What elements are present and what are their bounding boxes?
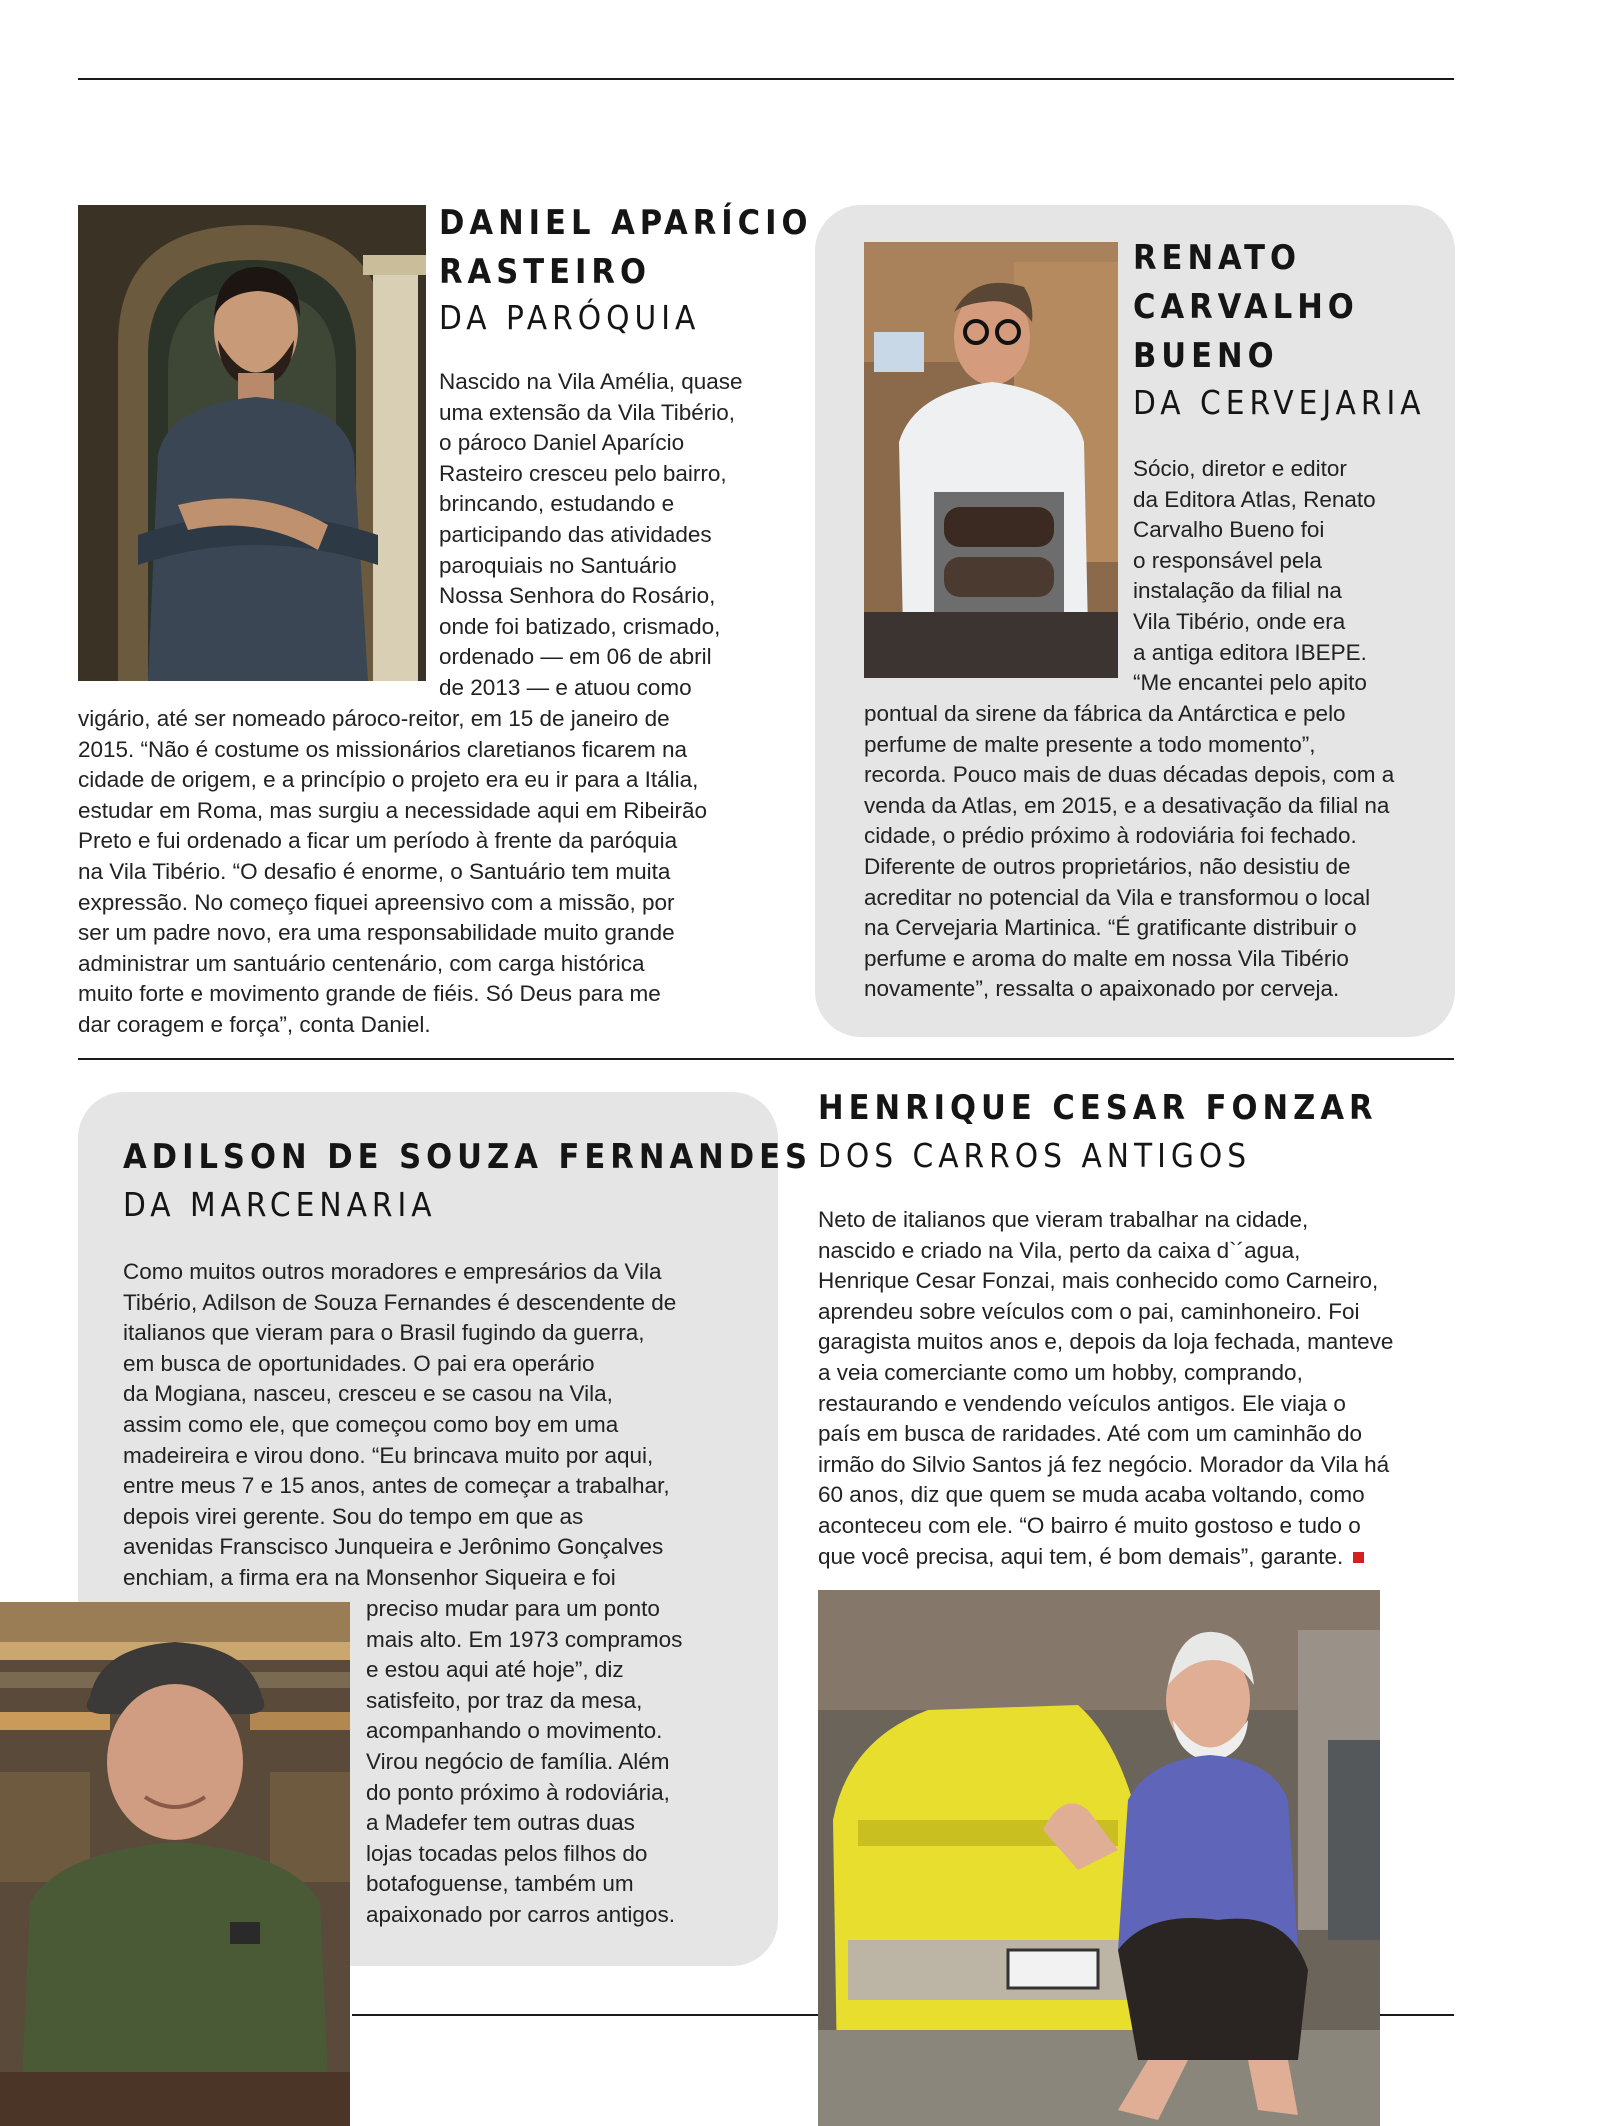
henrique-body-line: nascido e criado na Vila, perto da caixa d`´agua, xyxy=(818,1237,1301,1263)
henrique-subtitle: DOS CARROS ANTIGOS xyxy=(818,1136,1252,1175)
henrique-body-line: Henrique Cesar Fonzai, mais conhecido como Carneiro, xyxy=(818,1268,1379,1294)
adilson-body-line: Virou negócio de família. Além xyxy=(366,1748,670,1774)
renato-body-line: Carvalho Bueno foi xyxy=(1133,517,1325,543)
daniel-body xyxy=(439,367,743,704)
daniel-body-line: o pároco Daniel Aparício xyxy=(439,430,685,456)
daniel-body-line: paroquiais no Santuário xyxy=(439,552,677,578)
renato-body xyxy=(1133,454,1376,699)
renato-body-line: venda da Atlas, em 2015, e a desativação da filial na xyxy=(864,792,1390,818)
renato-name-line: RENATO xyxy=(1133,238,1301,278)
adilson-body-line: entre meus 7 e 15 anos, antes de começar a trabalhar, xyxy=(123,1473,670,1499)
daniel-body-line: participando das atividades xyxy=(439,521,712,547)
renato-body-line: acreditar no potencial da Vila e transformou o local xyxy=(864,884,1371,910)
daniel-body-line: Preto e fui ordenado a ficar um período à frente da paróquia xyxy=(78,828,678,854)
adilson-body-line: lojas tocadas pelos filhos do xyxy=(366,1840,648,1866)
daniel-body-line: brincando, estudando e xyxy=(439,491,675,517)
adilson-body-wrap xyxy=(366,1594,682,1931)
adilson-photo xyxy=(0,1602,350,2126)
renato-body-line: na Cervejaria Martinica. “É gratificante distribuir o xyxy=(864,915,1357,941)
henrique-body-line: irmão do Silvio Santos já fez negócio. Morador da Vila há xyxy=(818,1451,1390,1477)
daniel-body-line: vigário, até ser nomeado pároco-reitor, em 15 de janeiro de xyxy=(78,706,670,731)
renato-body-line: Diferente de outros proprietários, não desistiu de xyxy=(864,853,1351,879)
daniel-body-line: Rasteiro cresceu pelo bairro, xyxy=(439,460,727,486)
renato-body-line: perfume e aroma do malte em nossa Vila Tibério xyxy=(864,945,1349,971)
daniel-subtitle: DA PARÓQUIA xyxy=(439,298,701,337)
henrique-body-line: 60 anos, diz que quem se muda acaba voltando, como xyxy=(818,1482,1365,1508)
renato-body-line: perfume de malte presente a todo momento”, xyxy=(864,731,1316,757)
adilson-subtitle: DA MARCENARIA xyxy=(123,1185,437,1224)
henrique-body-line-last xyxy=(818,1542,1393,1573)
adilson-body-line: acompanhando o movimento. xyxy=(366,1718,663,1744)
daniel-body-line: Nossa Senhora do Rosário, xyxy=(439,583,716,609)
daniel-body-line: ordenado — em 06 de abril xyxy=(439,644,712,670)
henrique-body-line: a veia comerciante como um hobby, comprando, xyxy=(818,1359,1303,1385)
renato-body-line: cidade, o prédio próximo à rodoviária foi fechado. xyxy=(864,823,1357,849)
renato-body-line: instalação da filial na xyxy=(1133,578,1342,604)
daniel-body-line: de 2013 — e atuou como xyxy=(439,674,692,700)
henrique-body-line: que você precisa, aqui tem, é bom demais”, garante. xyxy=(818,1543,1344,1569)
renato-body-line: da Editora Atlas, Renato xyxy=(1133,486,1376,512)
daniel-photo xyxy=(78,205,426,681)
adilson-body-line: madeireira e virou dono. “Eu brincava muito por aqui, xyxy=(123,1442,654,1468)
daniel-body-line: onde foi batizado, crismado, xyxy=(439,613,721,639)
adilson-body-line: enchiam, a firma era na Monsenhor Siqueira e foi xyxy=(123,1564,616,1590)
renato-name-line: CARVALHO xyxy=(1133,287,1359,327)
renato-photo xyxy=(864,242,1118,678)
renato-body-line: recorda. Pouco mais de duas décadas depois, com a xyxy=(864,762,1395,788)
daniel-body-line: administrar um santuário centenário, com carga histórica xyxy=(78,950,645,976)
daniel-name xyxy=(439,199,812,297)
adilson-body-line: da Mogiana, nasceu, cresceu e se casou na Vila, xyxy=(123,1381,613,1407)
henrique-body-line: aconteceu com ele. “O bairro é muito gostoso e tudo o xyxy=(818,1512,1361,1538)
henrique-body-line: restaurando e vendendo veículos antigos. Ele viaja o xyxy=(818,1390,1346,1416)
adilson-body-line: Como muitos outros moradores e empresários da Vila xyxy=(123,1259,662,1284)
adilson-body-line: botafoguense, também um xyxy=(366,1871,634,1897)
renato-body-line: “Me encantei pelo apito xyxy=(1133,670,1367,696)
renato-body-line: Sócio, diretor e editor xyxy=(1133,456,1347,481)
renato-body-line: Vila Tibério, onde era xyxy=(1133,608,1346,634)
adilson-body-line: avenidas Franscisco Junqueira e Jerônimo Gonçalves xyxy=(123,1534,664,1560)
henrique-body-line: aprendeu sobre veículos com o pai, caminhoneiro. Foi xyxy=(818,1298,1360,1324)
daniel-body-line: uma extensão da Vila Tibério, xyxy=(439,399,736,425)
renato-body-line: o responsável pela xyxy=(1133,547,1322,573)
daniel-name-line: RASTEIRO xyxy=(439,252,651,292)
adilson-body-line: depois virei gerente. Sou do tempo em que as xyxy=(123,1503,584,1529)
adilson-body-line: em busca de oportunidades. O pai era operário xyxy=(123,1350,595,1376)
adilson-body-line: apaixonado por carros antigos. xyxy=(366,1901,675,1927)
daniel-body-line: na Vila Tibério. “O desafio é enorme, o Santuário tem muita xyxy=(78,858,671,884)
renato-body-line: a antiga editora IBEPE. xyxy=(1133,639,1367,665)
adilson-body-line: satisfeito, por traz da mesa, xyxy=(366,1687,643,1713)
renato-name xyxy=(1133,234,1359,381)
daniel-body-line: dar coragem e força”, conta Daniel. xyxy=(78,1011,431,1037)
henrique-body xyxy=(818,1205,1393,1572)
daniel-body-line: ser um padre novo, era uma responsabilidade muito grande xyxy=(78,920,675,946)
henrique-body-line: garagista muitos anos e, depois da loja fechada, manteve xyxy=(818,1329,1394,1355)
daniel-body-line: Nascido na Vila Amélia, quase xyxy=(439,369,743,394)
end-mark-icon xyxy=(1353,1552,1364,1563)
daniel-body-line: expressão. No começo fiquei apreensivo com a missão, por xyxy=(78,889,675,915)
adilson-body-line: italianos que vieram para o Brasil fugindo da guerra, xyxy=(123,1320,645,1346)
renato-name-line: BUENO xyxy=(1133,336,1279,376)
henrique-name: HENRIQUE CESAR FONZAR xyxy=(818,1088,1378,1128)
daniel-body-line: muito forte e movimento grande de fiéis. Só Deus para me xyxy=(78,981,661,1007)
adilson-body xyxy=(123,1257,676,1594)
daniel-body-line: estudar em Roma, mas surgiu a necessidade aqui em Ribeirão xyxy=(78,797,708,823)
top-rule xyxy=(78,78,1454,80)
middle-rule xyxy=(78,1058,1454,1060)
adilson-body-line: Tibério, Adilson de Souza Fernandes é descendente de xyxy=(123,1289,677,1315)
adilson-body-line: a Madefer tem outras duas xyxy=(366,1810,635,1836)
renato-body-line: pontual da sirene da fábrica da Antárctica e pelo xyxy=(864,701,1346,726)
adilson-body-line: do ponto próximo à rodoviária, xyxy=(366,1779,670,1805)
daniel-body-line: 2015. “Não é costume os missionários claretianos ficarem na xyxy=(78,736,688,762)
renato-subtitle: DA CERVEJARIA xyxy=(1133,383,1426,422)
daniel-name-line: DANIEL APARÍCIO xyxy=(439,203,813,243)
adilson-body-line: assim como ele, que começou como boy em uma xyxy=(123,1411,619,1437)
henrique-body-line: país em busca de raridades. Até com um caminhão do xyxy=(818,1421,1363,1447)
daniel-body-full xyxy=(78,704,707,1041)
renato-body-full xyxy=(864,699,1394,1005)
renato-body-line: novamente”, ressalta o apaixonado por cerveja. xyxy=(864,976,1340,1002)
adilson-body-line: mais alto. Em 1973 compramos xyxy=(366,1626,683,1652)
daniel-body-line: cidade de origem, e a princípio o projeto era eu ir para a Itália, xyxy=(78,767,699,793)
adilson-body-line: e estou aqui até hoje”, diz xyxy=(366,1657,624,1683)
adilson-name: ADILSON DE SOUZA FERNANDES xyxy=(123,1137,813,1177)
henrique-body-line: Neto de italianos que vieram trabalhar na cidade, xyxy=(818,1207,1309,1232)
henrique-photo xyxy=(818,1590,1380,2126)
adilson-body-line: preciso mudar para um ponto xyxy=(366,1596,660,1621)
